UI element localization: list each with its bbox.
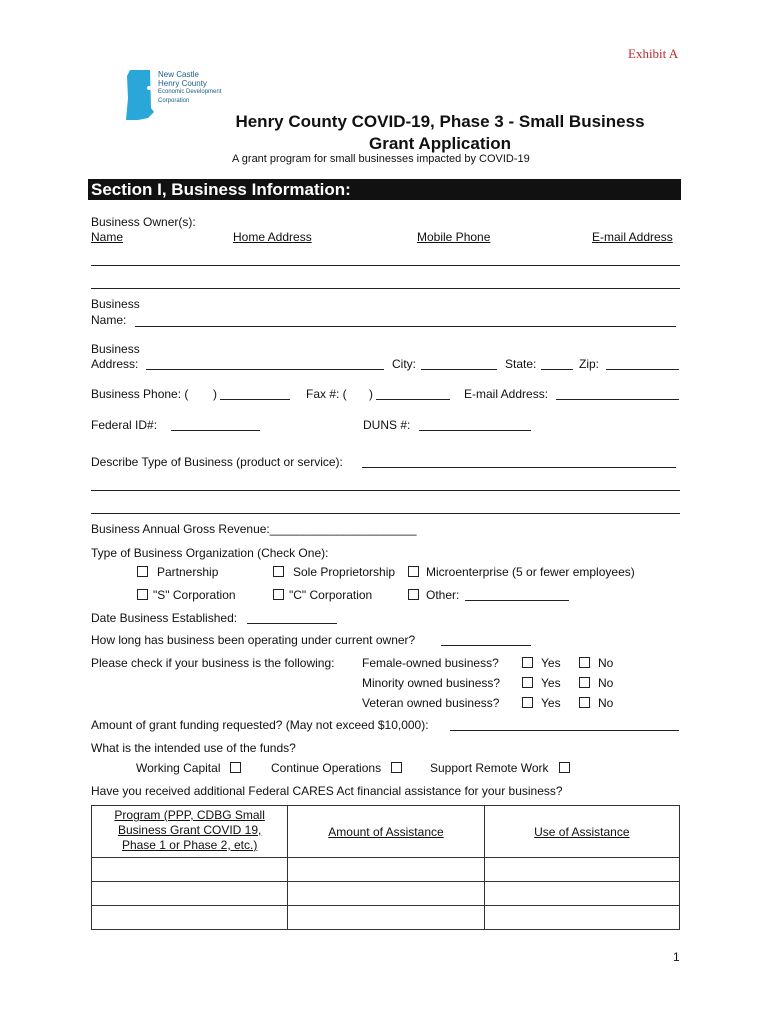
owner-col-address: Home Address [233, 230, 312, 244]
intended-use-label: What is the intended use of the funds? [91, 741, 296, 755]
logo-line-1: New Castle [158, 70, 199, 79]
describe-field-1[interactable] [362, 467, 676, 468]
amount-requested-label: Amount of grant funding requested? (May not exceed $10,000): [91, 718, 429, 732]
biz-address-field[interactable] [146, 369, 384, 370]
amount-header: Amount of Assistance [328, 824, 444, 839]
state-label: State: [505, 357, 537, 371]
table-cell[interactable] [92, 858, 288, 882]
page-subtitle: A grant program for small businesses impacted by COVID-19 [232, 153, 530, 165]
biz-name-label-1: Business [91, 297, 140, 311]
female-owned-no-checkbox[interactable] [579, 657, 590, 668]
established-field[interactable] [247, 623, 337, 624]
duns-label: DUNS #: [363, 418, 411, 432]
city-field[interactable] [421, 369, 497, 370]
table-cell[interactable] [288, 858, 484, 882]
table-cell[interactable] [92, 882, 288, 906]
exhibit-label: Exhibit A [628, 46, 679, 61]
logo-line-4: Corporation [158, 98, 190, 104]
s-corp-label: "S" Corporation [153, 588, 236, 602]
sole-proprietorship-checkbox[interactable] [273, 566, 284, 577]
owner-line-1[interactable] [91, 265, 680, 266]
section-title: Section I, Business Information: [91, 180, 351, 199]
table-row [92, 906, 680, 930]
minority-owned-no-label: No [598, 676, 614, 690]
support-remote-work-checkbox[interactable] [559, 762, 570, 773]
table-row [92, 882, 680, 906]
table-cell[interactable] [484, 906, 679, 930]
page-number: 1 [673, 950, 680, 964]
minority-owned-yes-checkbox[interactable] [522, 677, 533, 688]
microenterprise-checkbox[interactable] [408, 566, 419, 577]
minority-owned-yes-label: Yes [541, 676, 561, 690]
working-capital-label: Working Capital [136, 761, 221, 775]
page-title-line-1: Henry County COVID-19, Phase 3 - Small Business [235, 112, 645, 131]
fax-close: ) [369, 387, 373, 401]
table-cell[interactable] [92, 906, 288, 930]
owner-label: Business Owner(s): [91, 215, 196, 229]
table-header-program [92, 806, 288, 858]
fax-label: Fax #: ( [306, 387, 347, 401]
other-field[interactable] [465, 600, 569, 601]
table-row [92, 858, 680, 882]
section-header [88, 179, 681, 200]
owner-line-2[interactable] [91, 288, 680, 289]
city-label: City: [392, 357, 416, 371]
sole-proprietorship-label: Sole Proprietorship [293, 565, 396, 579]
veteran-owned-no-checkbox[interactable] [579, 697, 590, 708]
federal-id-field[interactable] [171, 430, 260, 431]
describe-field-2[interactable] [91, 490, 680, 491]
female-owned-yes-label: Yes [541, 656, 561, 670]
other-checkbox[interactable] [408, 589, 419, 600]
c-corp-label: "C" Corporation [289, 588, 373, 602]
table-cell[interactable] [288, 906, 484, 930]
cares-question: Have you received additional Federal CARES Act financial assistance for your business? [91, 784, 563, 798]
use-header: Use of Assistance [534, 824, 630, 839]
c-corp-checkbox[interactable] [273, 589, 284, 600]
zip-label: Zip: [579, 357, 600, 371]
state-field[interactable] [541, 369, 573, 370]
phone-field[interactable] [220, 399, 290, 400]
revenue-label[interactable]: Business Annual Gross Revenue:______________________ [91, 522, 417, 536]
table-cell[interactable] [484, 858, 679, 882]
org-label: Type of Business Organization (Check One): [91, 546, 329, 560]
other-label: Other: [426, 588, 460, 602]
biz-address-label-1: Business [91, 342, 140, 356]
indiana-state-icon [124, 68, 156, 122]
program-header-line-3: Phase 1 or Phase 2, etc.) [121, 838, 258, 852]
s-corp-checkbox[interactable] [137, 589, 148, 600]
veteran-owned-label: Veteran owned business? [362, 696, 500, 710]
assistance-table [91, 805, 680, 930]
partnership-label: Partnership [157, 565, 219, 579]
program-header-line-2: Business Grant COVID 19, [117, 823, 262, 837]
continue-operations-label: Continue Operations [271, 761, 382, 775]
owner-col-name: Name [91, 230, 124, 244]
partnership-checkbox[interactable] [137, 566, 148, 577]
biz-address-label-2: Address: [91, 357, 139, 371]
email-label: E-mail Address: [464, 387, 549, 401]
table-cell[interactable] [288, 882, 484, 906]
table-cell[interactable] [484, 882, 679, 906]
federal-id-label: Federal ID#: [91, 418, 158, 432]
program-header-line-1: Program (PPP, CDBG Small [114, 808, 265, 822]
minority-owned-label: Minority owned business? [362, 676, 501, 690]
owner-col-email: E-mail Address [592, 230, 673, 244]
continue-operations-checkbox[interactable] [391, 762, 402, 773]
phone-label: Business Phone: ( [91, 387, 189, 401]
table-header-amount [288, 806, 484, 858]
how-long-label: How long has business been operating under current owner? [91, 633, 416, 647]
page-title-line-2: Grant Application [369, 134, 511, 153]
support-remote-work-label: Support Remote Work [430, 761, 549, 775]
logo-line-3: Economic Development [158, 89, 222, 95]
how-long-field[interactable] [441, 645, 531, 646]
logo-line-2: Henry County [158, 79, 207, 88]
table-header-use [484, 806, 679, 858]
microenterprise-label: Microenterprise (5 or fewer employees) [426, 565, 635, 579]
fax-field[interactable] [376, 399, 450, 400]
female-owned-label: Female-owned business? [362, 656, 499, 670]
female-owned-yes-checkbox[interactable] [522, 657, 533, 668]
biz-name-label-2: Name: [91, 313, 127, 327]
describe-field-3[interactable] [91, 513, 680, 514]
owner-col-phone: Mobile Phone [417, 230, 491, 244]
working-capital-checkbox[interactable] [230, 762, 241, 773]
amount-requested-field[interactable] [450, 730, 679, 731]
biz-name-field[interactable] [135, 326, 676, 327]
veteran-owned-yes-checkbox[interactable] [522, 697, 533, 708]
phone-close: ) [213, 387, 217, 401]
email-field[interactable] [556, 399, 679, 400]
please-check-label: Please check if your business is the following: [91, 656, 335, 670]
veteran-owned-yes-label: Yes [541, 696, 561, 710]
zip-field[interactable] [606, 369, 679, 370]
describe-label: Describe Type of Business (product or service): [91, 455, 343, 469]
female-owned-no-label: No [598, 656, 614, 670]
duns-field[interactable] [419, 430, 531, 431]
minority-owned-no-checkbox[interactable] [579, 677, 590, 688]
established-label: Date Business Established: [91, 611, 238, 625]
veteran-owned-no-label: No [598, 696, 614, 710]
